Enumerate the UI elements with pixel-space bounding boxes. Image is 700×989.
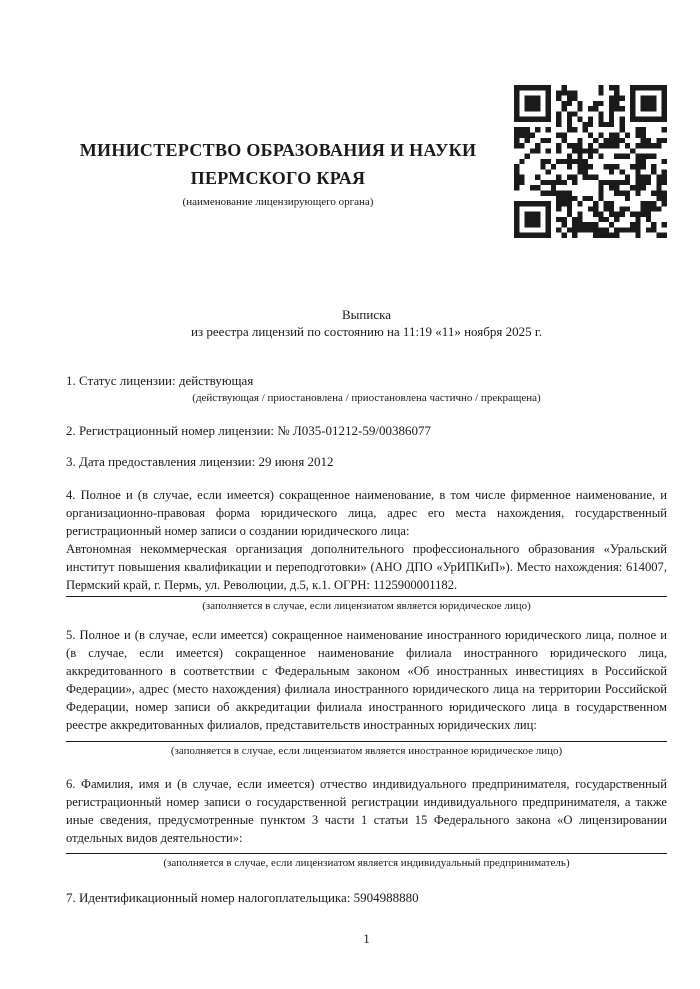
ministry-header — [66, 138, 490, 209]
fill-line-foreign-entity — [66, 741, 667, 742]
document-body — [66, 306, 667, 947]
item-legal-entity-value: Автономная некоммерческая организация дополнительного профессионального образования «Уральский институт повышения квалификации и переподготовки» (АНО ДПО «УрИПКиП»). Место нахождения: 614007, Пермский край, г. Пермь, ул. Революции, д.5, к.1. ОГРН: 1125900001182. — [66, 542, 667, 592]
item-legal-entity-caption: (заполняется в случае, если лицензиатом является юридическое лицо) — [202, 600, 531, 612]
ministry-name-line2: ПЕРМСКОГО КРАЯ — [190, 168, 366, 188]
document-title — [66, 306, 667, 340]
item-legal-entity-statement: 4. Полное и (в случае, если имеется) сокращенное наименование, в том числе фирменное наименование, и организационно-правовая форма юридического лица, адрес его места нахождения, государственный регистрационный номер записи о создании юридического лица: — [66, 488, 667, 538]
item-taxpayer-number: 7. Идентификационный номер налогоплательщика: 5904988880 — [66, 890, 419, 905]
fill-line-entrepreneur — [66, 853, 667, 854]
item-foreign-entity-statement: 5. Полное и (в случае, если имеется) сокращенное наименование иностранного юридического лица, полное и (в случае, если имеется) сокращенное наименование филиала иностранного юридического лица, аккредитованного в соответствии с Федеральным законом «Об иностранных инвестициях в Российской Федерации», адрес (место нахождения) филиала иностранного юридического лица на территории Российской Федерации, номер записи об аккредитации филиала иностранного юридического лица в государственном реестре аккредитованных филиалов, представительств иностранных юридических лиц: — [66, 628, 667, 732]
document-title-line1: Выписка — [342, 307, 391, 322]
page-number: 1 — [363, 931, 370, 946]
document-title-line2: из реестра лицензий по состоянию на 11:19 «11» ноября 2025 г. — [191, 324, 542, 339]
ministry-caption: (наименование лицензирующего органа) — [182, 196, 374, 208]
item-registration-number: 2. Регистрационный номер лицензии: № Л035-01212-59/00386077 — [66, 423, 432, 438]
item-grant-date: 3. Дата предоставления лицензии: 29 июня 2012 — [66, 454, 334, 469]
item-license-status: 1. Статус лицензии: действующая — [66, 373, 254, 388]
qr-code-icon — [514, 85, 667, 238]
item-foreign-entity-caption: (заполняется в случае, если лицензиатом является иностранное юридическое лицо) — [170, 745, 563, 757]
ministry-name-line1: МИНИСТЕРСТВО ОБРАЗОВАНИЯ И НАУКИ — [79, 140, 477, 160]
fill-line-legal-entity — [66, 596, 667, 597]
item-entrepreneur-statement: 6. Фамилия, имя и (в случае, если имеется) отчество индивидуального предпринимателя, государственный регистрационный номер записи о государственной регистрации индивидуального предпринимателя, а также иные сведения, предусмотренные пунктом 3 части 1 статьи 15 Федерального закона «О лицензировании отдельных видов деятельности»: — [66, 777, 667, 845]
item-entrepreneur-caption: (заполняется в случае, если лицензиатом является индивидуальный предприниматель) — [163, 857, 570, 869]
item-license-status-caption: (действующая / приостановлена / приостановлена частично / прекращена) — [192, 392, 541, 404]
